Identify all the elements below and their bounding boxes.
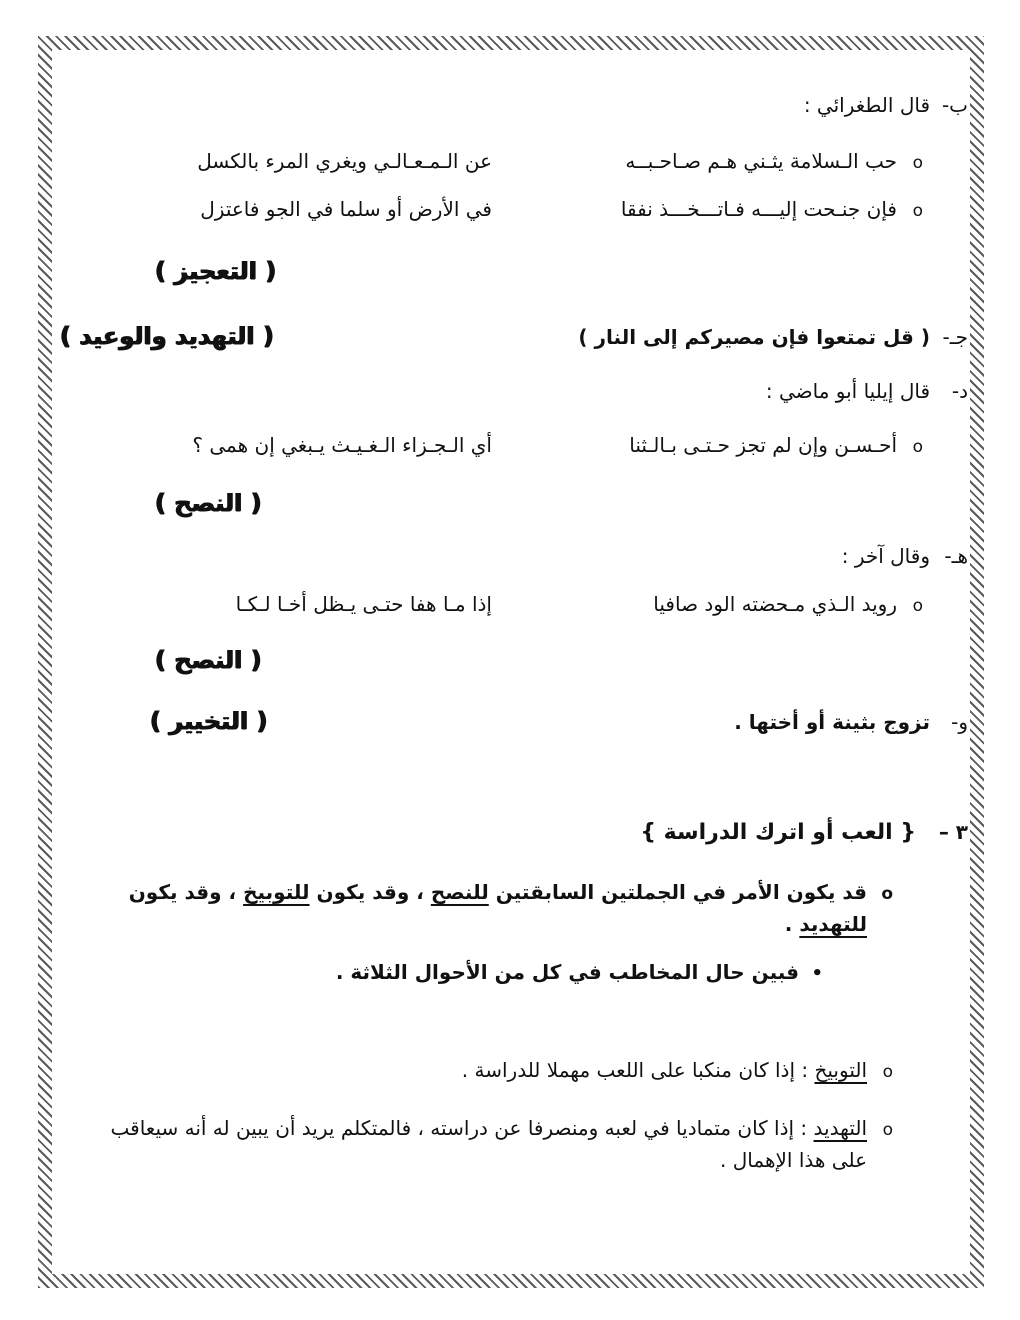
section-w-row: [60, 706, 968, 737]
circle-bullet-icon: o: [912, 437, 923, 457]
circle-bullet-icon: o: [912, 153, 923, 173]
section-d-intro: قال إيليا أبو ماضي :: [765, 379, 930, 403]
question3-title: { العب أو اترك الدراسة }: [640, 820, 916, 845]
statement-underlined-nosh: للنصح: [430, 880, 489, 904]
section-h-marker: هـ-: [944, 544, 968, 568]
definition-tahdid: : إذا كان متماديا في لعبه ومنصرفا عن دراسته ، فالمتكلم يريد أن يبين له أنه سيعاقب على هذا الإهمال .: [110, 1116, 867, 1172]
question3-instruction-text: فبين حال المخاطب في كل من الأحوال الثلاثة .: [335, 960, 799, 984]
answer-tahdid-row: [60, 1112, 968, 1176]
section-w-sentence: تزوج بثينة أو أختها .: [734, 710, 930, 734]
circle-bullet-icon: o: [882, 1120, 893, 1140]
section-b-intro: قال الطغرائي :: [803, 93, 930, 117]
statement-part: .: [784, 912, 800, 936]
question3-heading: [60, 815, 968, 850]
verse-hemistich-right: فإن جنـحت إليـــه فـاتـــخـــذ نفقا: [620, 197, 897, 221]
answer-row: [60, 643, 968, 680]
answer-label-nosh-2: ( النصح ): [155, 646, 262, 674]
term-tawbikh: التوبيخ: [814, 1058, 867, 1082]
section-j-marker: جـ-: [942, 325, 968, 349]
question3-statement: [60, 876, 968, 940]
verse-line: [60, 430, 968, 462]
circle-bullet-icon: o: [882, 1062, 893, 1082]
section-b-marker: ب-: [941, 93, 968, 117]
quran-quote: ( قل تمتعوا فإن مصيركم إلى النار ): [578, 325, 930, 349]
section-w-marker: و-: [951, 710, 968, 734]
answer-label-takhyeer: ( التخيير ): [150, 707, 268, 735]
question3-statement-text: [80, 876, 867, 940]
question3-instruction: [60, 956, 968, 990]
section-h-intro: وقال آخر :: [841, 544, 930, 568]
section-d-intro-row: [60, 376, 968, 406]
circle-bullet-icon: o: [912, 596, 923, 616]
statement-part: ، وقد يكون: [128, 880, 244, 904]
verse-hemistich-right: أحـسـن وإن لم تجز حـتـى بـالـثنا: [629, 433, 897, 457]
verse-line: [60, 146, 968, 178]
page-content: [60, 50, 968, 1270]
section-h-intro-row: [60, 541, 968, 571]
answer-row: [60, 254, 968, 291]
section-j-row: [60, 321, 968, 352]
statement-underlined-tawbikh: للتوبيخ: [243, 880, 310, 904]
verse-hemistich-right: رويد الـذي مـحضته الود صافيا: [653, 592, 897, 616]
term-tahdid: التهديد: [813, 1116, 867, 1140]
dot-bullet-icon: •: [811, 963, 823, 984]
answer-tawbikh-row: [60, 1054, 968, 1088]
answer-label-tajeez: ( التعجيز ): [155, 257, 277, 285]
answer-tawbikh-text: [80, 1054, 867, 1086]
answer-label-tahdid-waeed: ( التهديد والوعيد ): [60, 322, 274, 350]
section-d-marker: د-: [951, 379, 968, 403]
verse-line: [60, 194, 968, 226]
statement-part: ، وقد يكون: [309, 880, 431, 904]
circle-bullet-icon: o: [881, 884, 893, 904]
verse-hemistich-left: إذا مـا هفا حتـى يـظل أخـا لـكـا: [235, 592, 492, 616]
statement-underlined-tahdid: للتهديد: [799, 912, 867, 936]
verse-hemistich-right: حب الـسلامة يثـني هـم صـاحـبــه: [625, 149, 897, 173]
statement-part: قد يكون الأمر في الجملتين السابقتين: [488, 880, 867, 904]
verse-hemistich-left: عن الـمـعـالـي ويغري المرء بالكسل: [197, 149, 492, 173]
verse-hemistich-left: أي الـجـزاء الـغـيـث يـبغي إن همى ؟: [192, 433, 492, 457]
question3-number: ٣ –: [938, 820, 968, 844]
section-b-intro-row: [60, 90, 968, 120]
definition-tawbikh: : إذا كان منكبا على اللعب مهملا للدراسة .: [461, 1058, 815, 1082]
circle-bullet-icon: o: [912, 201, 923, 221]
answer-tahdid-text: [80, 1112, 867, 1176]
verse-hemistich-left: في الأرض أو سلما في الجو فاعتزل: [200, 197, 492, 221]
answer-row: [60, 486, 968, 523]
verse-line: [60, 589, 968, 621]
answer-label-nosh-1: ( النصح ): [155, 489, 262, 517]
